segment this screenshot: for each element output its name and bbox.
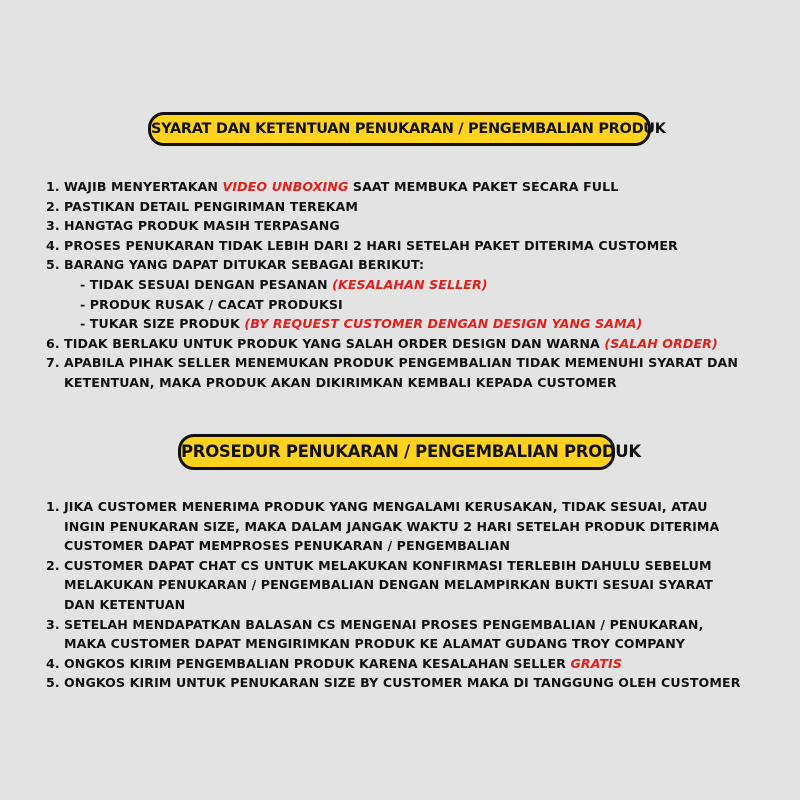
item-number: 4. — [46, 655, 60, 671]
terms-subitem-3 — [46, 314, 738, 334]
item-number: 6. — [46, 335, 60, 351]
terms-item-6 — [46, 334, 738, 354]
item-number: 2. — [46, 198, 60, 214]
procedure-item-5 — [46, 673, 741, 693]
item-text-line: DAN KETENTUAN — [64, 596, 186, 612]
item-text: HANGTAG PRODUK MASIH TERPASANG — [64, 218, 340, 234]
section2-title-banner — [178, 434, 641, 470]
terms-list — [46, 177, 738, 393]
item-number: 1. — [46, 179, 60, 194]
highlight-text: VIDEO UNBOXING — [222, 179, 349, 194]
section2-title: PROSEDUR PENUKARAN / PENGEMBALIAN PRODUK — [181, 442, 641, 461]
terms-item-3 — [46, 216, 738, 236]
item-number: 3. — [46, 218, 60, 234]
item-text-line: MAKA CUSTOMER DAPAT MENGIRIMKAN PRODUK KE ALAMAT GUDANG TROY COMPANY — [64, 636, 686, 652]
item-text: WAJIB MENYERTAKAN — [64, 179, 223, 194]
item-text: SAAT MEMBUKA PAKET SECARA FULL — [348, 179, 619, 194]
highlight-text: (SALAH ORDER) — [604, 335, 718, 351]
procedure-item-4 — [46, 654, 741, 674]
procedure-item-2 — [46, 556, 741, 615]
item-text: PASTIKAN DETAIL PENGIRIMAN TEREKAM — [64, 198, 359, 214]
highlight-text: (KESALAHAN SELLER) — [332, 276, 488, 292]
section1-title: SYARAT DAN KETENTUAN PENUKARAN / PENGEMBALIAN PRODUK — [151, 121, 666, 137]
item-text-line: MELAKUKAN PENUKARAN / PENGEMBALIAN DENGAN MELAMPIRKAN BUKTI SESUAI SYARAT — [64, 577, 713, 593]
terms-item-4 — [46, 236, 738, 256]
item-number: 3. — [46, 616, 60, 632]
item-text: ONGKOS KIRIM PENGEMBALIAN PRODUK KARENA KESALAHAN SELLER — [64, 655, 571, 671]
section1-title-banner — [148, 112, 666, 146]
highlight-text: GRATIS — [570, 655, 622, 671]
item-number: 4. — [46, 237, 60, 253]
highlight-text: (BY REQUEST CUSTOMER DENGAN DESIGN YANG SAMA) — [244, 316, 643, 332]
procedure-list — [46, 497, 741, 693]
item-number: 2. — [46, 557, 60, 573]
procedure-item-1 — [46, 497, 741, 556]
terms-item-5 — [46, 255, 738, 275]
terms-item-1 — [46, 177, 738, 197]
subitem-text: - TIDAK SESUAI DENGAN PESANAN — [80, 276, 333, 292]
terms-item-7 — [46, 353, 738, 392]
item-number: 7. — [46, 355, 60, 371]
item-text-line: INGIN PENUKARAN SIZE, MAKA DALAM JANGAK WAKTU 2 HARI SETELAH PRODUK DITERIMA — [64, 518, 720, 534]
item-text-line: APABILA PIHAK SELLER MENEMUKAN PRODUK PENGEMBALIAN TIDAK MEMENUHI SYARAT DAN — [64, 355, 739, 371]
item-text-line: KETENTUAN, MAKA PRODUK AKAN DIKIRIMKAN KEMBALI KEPADA CUSTOMER — [64, 374, 617, 390]
item-number: 5. — [46, 675, 60, 691]
item-text-line: JIKA CUSTOMER MENERIMA PRODUK YANG MENGALAMI KERUSAKAN, TIDAK SESUAI, ATAU — [64, 499, 708, 514]
terms-subitem-2: - PRODUK RUSAK / CACAT PRODUKSI — [80, 296, 343, 312]
item-text: TIDAK BERLAKU UNTUK PRODUK YANG SALAH ORDER DESIGN DAN WARNA — [64, 335, 605, 351]
item-text-line: CUSTOMER DAPAT CHAT CS UNTUK MELAKUKAN KONFIRMASI TERLEBIH DAHULU SEBELUM — [64, 557, 712, 573]
item-number: 1. — [46, 499, 60, 514]
terms-item-2 — [46, 197, 738, 217]
procedure-item-3 — [46, 615, 741, 654]
terms-subitem-1 — [46, 275, 738, 295]
item-text: ONGKOS KIRIM UNTUK PENUKARAN SIZE BY CUSTOMER MAKA DI TANGGUNG OLEH CUSTOMER — [64, 675, 741, 691]
item-number: 5. — [46, 257, 60, 273]
item-text: BARANG YANG DAPAT DITUKAR SEBAGAI BERIKUT: — [64, 257, 425, 273]
item-text-line: CUSTOMER DAPAT MEMPROSES PENUKARAN / PENGEMBALIAN — [64, 538, 511, 554]
item-text: PROSES PENUKARAN TIDAK LEBIH DARI 2 HARI SETELAH PAKET DITERIMA CUSTOMER — [64, 237, 678, 253]
item-text-line: SETELAH MENDAPATKAN BALASAN CS MENGENAI PROSES PENGEMBALIAN / PENUKARAN, — [64, 616, 704, 632]
subitem-text: - TUKAR SIZE PRODUK — [80, 316, 245, 332]
